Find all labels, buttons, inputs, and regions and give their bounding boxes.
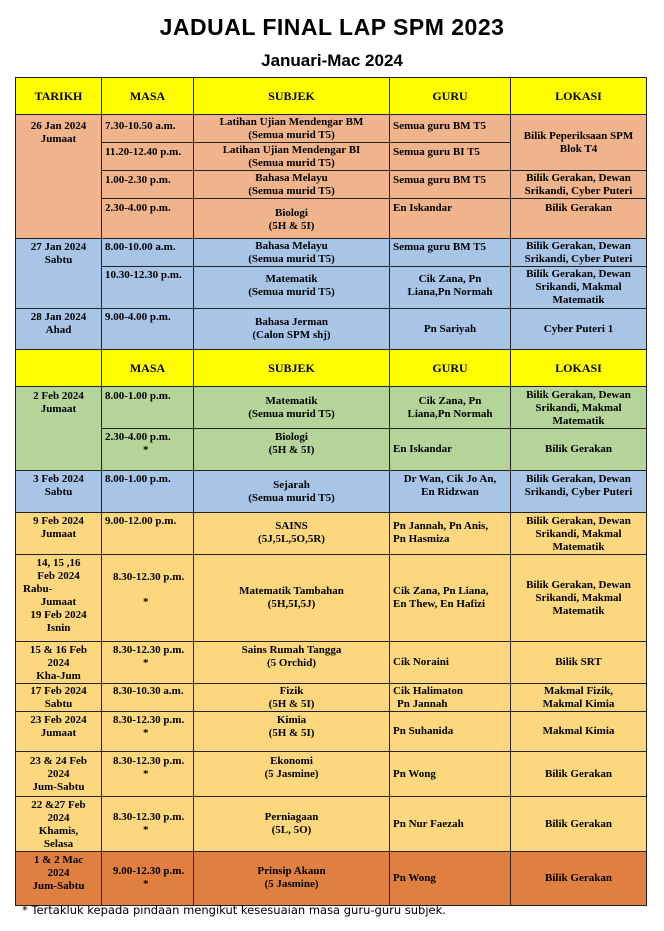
teacher-text: Pn Jannah bbox=[397, 698, 448, 710]
document-title: JADUAL FINAL LAP SPM 2023 bbox=[159, 14, 505, 40]
time-text: 8.30-12.30 p.m. bbox=[113, 644, 185, 656]
subject-cell bbox=[194, 171, 390, 199]
date-line: Feb 2024 bbox=[37, 570, 80, 582]
day-line: Jumaat bbox=[40, 727, 77, 739]
location-cell bbox=[511, 115, 647, 171]
location-cell bbox=[511, 387, 647, 429]
subject-cell bbox=[194, 199, 390, 239]
teacher-cell bbox=[390, 513, 511, 555]
table-row bbox=[16, 852, 647, 906]
location-text: Makmal Fizik, bbox=[543, 685, 614, 697]
location-cell bbox=[511, 852, 647, 906]
time-text: 11.20-12.40 p.m. bbox=[105, 146, 182, 158]
asterisk-mark: * bbox=[143, 444, 149, 456]
table-row bbox=[16, 267, 647, 309]
date-line: 1 & 2 Mac bbox=[33, 854, 84, 866]
location-cell bbox=[511, 239, 647, 267]
location-text: Srikandi, Makmal bbox=[535, 528, 622, 540]
time-text: 9.00-4.00 p.m. bbox=[105, 311, 171, 323]
location-text: Matematik bbox=[552, 541, 605, 553]
subject-name: Sejarah bbox=[273, 479, 310, 491]
location-text: Bilik Peperiksaan SPM bbox=[523, 129, 634, 142]
location-text: Bilik SRT bbox=[555, 656, 602, 668]
time-cell bbox=[102, 267, 194, 309]
subject-name: Kimia bbox=[276, 714, 307, 726]
time-cell bbox=[102, 309, 194, 350]
subject-group: (5 Orchid) bbox=[267, 657, 316, 669]
location-text: Cyber Puteri 1 bbox=[543, 322, 614, 335]
time-text: 8.30-12.30 p.m. bbox=[113, 714, 185, 726]
teacher-cell bbox=[390, 199, 511, 239]
subject-cell bbox=[194, 471, 390, 513]
subject-group: (Semua murid T5) bbox=[248, 253, 335, 265]
table-row bbox=[16, 797, 647, 852]
time-cell bbox=[102, 429, 194, 471]
subject-group: (Calon SPM shj) bbox=[252, 329, 331, 341]
subject-name: Latihan Ujian Mendengar BI bbox=[222, 144, 361, 156]
subject-name: Bahasa Melayu bbox=[255, 172, 328, 184]
teacher-cell bbox=[390, 115, 511, 143]
teacher-text: Pn Sariyah bbox=[423, 322, 477, 335]
subject-cell bbox=[194, 387, 390, 429]
location-cell bbox=[511, 642, 647, 684]
day-line: Jumaat bbox=[40, 403, 77, 415]
subject-group: (5 Jasmine) bbox=[264, 878, 319, 890]
date-line: 27 Jan 2024 bbox=[30, 241, 87, 253]
time-cell bbox=[102, 239, 194, 267]
time-text: 9.00-12.30 p.m. bbox=[113, 865, 185, 877]
day-line: Isnin bbox=[46, 622, 71, 634]
teacher-text: Semua guru BM T5 bbox=[393, 120, 487, 132]
subject-name: Perniagaan bbox=[264, 811, 319, 823]
location-cell bbox=[511, 752, 647, 797]
teacher-text: Cik Zana, Pn Liana, bbox=[393, 585, 489, 597]
day-line: Sabtu bbox=[44, 486, 73, 498]
date-line: 2024 bbox=[47, 812, 70, 824]
location-text: Bilik Gerakan, Dewan bbox=[526, 172, 631, 184]
asterisk-mark: * bbox=[143, 768, 149, 780]
header-lokasi: LOKASI bbox=[511, 350, 647, 387]
location-text: Bilik Gerakan, Dewan bbox=[526, 268, 631, 280]
teacher-text: Pn Hasmiza bbox=[393, 533, 450, 545]
teacher-text: Liana,Pn Normah bbox=[407, 408, 493, 420]
teacher-text: Semua guru BM T5 bbox=[393, 241, 487, 253]
location-text: Bilik Gerakan bbox=[545, 767, 612, 780]
location-text: Bilik Gerakan bbox=[545, 872, 612, 884]
date-line: 26 Jan 2024 bbox=[30, 120, 87, 132]
subject-cell bbox=[194, 642, 390, 684]
date-cell bbox=[16, 513, 102, 555]
teacher-cell bbox=[390, 712, 511, 752]
asterisk-mark: * bbox=[143, 596, 149, 608]
teacher-text: Cik Zana, Pn bbox=[418, 273, 482, 285]
time-cell bbox=[102, 752, 194, 797]
subject-group: (5H & 5I) bbox=[268, 220, 315, 232]
table-row bbox=[16, 309, 647, 350]
time-text: 2.30-4.00 p.m. bbox=[105, 202, 171, 214]
asterisk-mark: * bbox=[143, 657, 149, 669]
subject-cell bbox=[194, 752, 390, 797]
table-row bbox=[16, 555, 647, 642]
subject-group: (5H,5I,5J) bbox=[267, 598, 316, 610]
teacher-cell bbox=[390, 471, 511, 513]
subject-cell bbox=[194, 429, 390, 471]
date-line: 23 Feb 2024 bbox=[30, 714, 87, 726]
header-tarikh: TARIKH bbox=[16, 78, 102, 115]
day-line: Rabu- bbox=[23, 583, 53, 595]
teacher-text: Cik Halimaton bbox=[393, 685, 463, 697]
subject-cell bbox=[194, 555, 390, 642]
time-text: 8.00-1.00 p.m. bbox=[105, 390, 171, 402]
document-subtitle: Januari-Mac 2024 bbox=[261, 51, 403, 70]
location-text: Srikandi, Makmal bbox=[535, 591, 622, 604]
location-text: Bilik Gerakan, Dewan bbox=[526, 240, 631, 252]
table-row bbox=[16, 471, 647, 513]
date-line: 22 &27 Feb bbox=[31, 799, 86, 811]
table-row bbox=[16, 513, 647, 555]
header-subjek: SUBJEK bbox=[194, 78, 390, 115]
date-line: 14, 15 ,16 bbox=[36, 557, 81, 569]
day-line: Selasa bbox=[43, 838, 74, 850]
subject-name: Bahasa Jerman bbox=[254, 316, 329, 328]
teacher-text: Cik Noraini bbox=[393, 656, 449, 668]
subject-group: (Semua murid T5) bbox=[248, 157, 335, 169]
time-text: 9.00-12.00 p.m. bbox=[105, 515, 177, 527]
time-cell bbox=[102, 555, 194, 642]
subject-cell bbox=[194, 143, 390, 171]
date-line: 28 Jan 2024 bbox=[30, 311, 87, 323]
location-text: Bilik Gerakan, Dewan bbox=[526, 389, 631, 401]
table-row bbox=[16, 712, 647, 752]
location-text: Srikandi, Makmal bbox=[535, 402, 622, 414]
time-cell bbox=[102, 513, 194, 555]
location-text: Srikandi, Makmal bbox=[535, 281, 622, 293]
subject-group: (Semua murid T5) bbox=[248, 492, 335, 504]
schedule-table bbox=[15, 77, 647, 906]
time-cell bbox=[102, 797, 194, 852]
subject-group: (5H & 5I) bbox=[268, 698, 315, 710]
day-line: Jumaat bbox=[40, 133, 77, 145]
subject-cell bbox=[194, 115, 390, 143]
subject-name: Fizik bbox=[279, 685, 304, 697]
date-cell bbox=[16, 309, 102, 350]
location-text: Matematik bbox=[552, 604, 605, 617]
subject-cell bbox=[194, 309, 390, 350]
time-text: 8.30-10.30 a.m. bbox=[113, 685, 184, 697]
subject-name: Sains Rumah Tangga bbox=[241, 644, 342, 656]
table-row bbox=[16, 387, 647, 429]
teacher-cell bbox=[390, 429, 511, 471]
asterisk-mark: * bbox=[143, 824, 149, 836]
subject-name: Prinsip Akaun bbox=[257, 865, 326, 877]
date-line: 2024 bbox=[47, 657, 70, 669]
subject-name: Matematik bbox=[265, 395, 318, 407]
time-cell bbox=[102, 387, 194, 429]
time-cell bbox=[102, 143, 194, 171]
teacher-cell bbox=[390, 555, 511, 642]
location-text: Bilik Gerakan bbox=[545, 202, 612, 214]
location-cell bbox=[511, 471, 647, 513]
location-text: Blok T4 bbox=[559, 142, 598, 155]
teacher-text: En Iskandar bbox=[393, 202, 453, 214]
teacher-text: Pn Jannah, Pn Anis, bbox=[393, 520, 489, 532]
subject-group: (5 Jasmine) bbox=[264, 768, 319, 780]
subject-group: (5L, 5O) bbox=[271, 824, 312, 836]
subject-name: Bahasa Melayu bbox=[255, 240, 328, 252]
teacher-cell bbox=[390, 387, 511, 429]
time-cell bbox=[102, 642, 194, 684]
teacher-cell bbox=[390, 267, 511, 309]
location-text: Makmal Kimia bbox=[542, 725, 615, 737]
time-text: 8.00-1.00 p.m. bbox=[105, 473, 171, 485]
day-line: Jum-Sabtu bbox=[32, 781, 85, 793]
time-cell bbox=[102, 171, 194, 199]
day-line: Kha-Jum bbox=[36, 670, 81, 682]
asterisk-mark: * bbox=[143, 878, 149, 890]
table-row bbox=[16, 239, 647, 267]
table-row bbox=[16, 642, 647, 684]
header-lokasi: LOKASI bbox=[511, 78, 647, 115]
day-line: Jumaat bbox=[40, 596, 77, 608]
location-text: Matematik bbox=[552, 294, 605, 306]
location-cell bbox=[511, 684, 647, 712]
location-text: Srikandi, Cyber Puteri bbox=[524, 486, 633, 498]
subject-group: (5H & 5I) bbox=[268, 444, 315, 456]
date-cell bbox=[16, 555, 102, 642]
location-cell bbox=[511, 171, 647, 199]
subject-group: (5J,5L,5O,5R) bbox=[258, 533, 325, 545]
time-cell bbox=[102, 852, 194, 906]
subject-group: (5H & 5I) bbox=[268, 727, 315, 739]
subject-group: (Semua murid T5) bbox=[248, 286, 335, 298]
date-cell bbox=[16, 797, 102, 852]
location-cell bbox=[511, 429, 647, 471]
date-cell bbox=[16, 752, 102, 797]
table-row bbox=[16, 429, 647, 471]
teacher-cell bbox=[390, 642, 511, 684]
subject-name: Ekonomi bbox=[270, 755, 313, 767]
subject-name: Latihan Ujian Mendengar BM bbox=[219, 116, 364, 128]
teacher-text: Dr Wan, Cik Jo An, bbox=[403, 473, 497, 485]
table-header-row bbox=[16, 350, 647, 387]
day-line: Sabtu bbox=[44, 698, 73, 710]
subject-name: Biologi bbox=[274, 207, 308, 219]
time-cell bbox=[102, 199, 194, 239]
teacher-text: Pn Wong bbox=[393, 872, 436, 884]
time-text: 7.30-10.50 a.m. bbox=[105, 120, 176, 132]
teacher-cell bbox=[390, 171, 511, 199]
header-guru: GURU bbox=[390, 78, 511, 115]
footnote: * Tertakluk kepada pindaan mengikut kesesuaian masa guru-guru subjek. bbox=[22, 903, 446, 917]
teacher-text: En Thew, En Hafizi bbox=[393, 598, 486, 610]
location-cell bbox=[511, 712, 647, 752]
time-cell bbox=[102, 115, 194, 143]
header-masa: MASA bbox=[102, 78, 194, 115]
location-cell bbox=[511, 199, 647, 239]
subject-group: (Semua murid T5) bbox=[248, 129, 335, 141]
time-cell bbox=[102, 684, 194, 712]
time-cell bbox=[102, 712, 194, 752]
teacher-cell bbox=[390, 143, 511, 171]
subject-cell bbox=[194, 513, 390, 555]
teacher-text: Semua guru BM T5 bbox=[393, 174, 487, 186]
date-cell bbox=[16, 115, 102, 239]
date-line: 23 & 24 Feb bbox=[29, 755, 88, 767]
time-text: 8.30-12.30 p.m. bbox=[113, 811, 185, 823]
time-text: 8.30-12.30 p.m. bbox=[113, 755, 185, 767]
day-line: Khamis, bbox=[38, 825, 79, 837]
table-row bbox=[16, 684, 647, 712]
subject-cell bbox=[194, 684, 390, 712]
table-row bbox=[16, 199, 647, 239]
date-line: 2 Feb 2024 bbox=[33, 390, 84, 402]
day-line: Ahad bbox=[45, 324, 72, 336]
date-cell bbox=[16, 712, 102, 752]
teacher-text: Pn Nur Faezah bbox=[393, 817, 464, 830]
date-cell bbox=[16, 684, 102, 712]
teacher-cell bbox=[390, 752, 511, 797]
table-header-row bbox=[16, 78, 647, 115]
location-text: Bilik Gerakan, Dewan bbox=[526, 515, 631, 527]
date-line: 3 Feb 2024 bbox=[33, 473, 84, 485]
location-text: Makmal Kimia bbox=[542, 698, 615, 710]
header-masa: MASA bbox=[102, 350, 194, 387]
subject-cell bbox=[194, 852, 390, 906]
teacher-cell bbox=[390, 797, 511, 852]
location-cell bbox=[511, 309, 647, 350]
teacher-text: Cik Zana, Pn bbox=[418, 395, 482, 407]
location-cell bbox=[511, 555, 647, 642]
date-line: 15 & 16 Feb bbox=[29, 644, 88, 656]
location-cell bbox=[511, 797, 647, 852]
location-cell bbox=[511, 513, 647, 555]
subject-cell bbox=[194, 239, 390, 267]
subject-cell bbox=[194, 267, 390, 309]
header-guru: GURU bbox=[390, 350, 511, 387]
teacher-text: Semua guru BI T5 bbox=[393, 146, 480, 158]
day-line: Jum-Sabtu bbox=[32, 880, 85, 892]
location-text: Bilik Gerakan bbox=[545, 817, 612, 830]
subject-name: Biologi bbox=[274, 431, 308, 443]
location-cell bbox=[511, 267, 647, 309]
location-text: Srikandi, Cyber Puteri bbox=[524, 253, 633, 265]
location-text: Bilik Gerakan, Dewan bbox=[526, 473, 631, 485]
teacher-cell bbox=[390, 309, 511, 350]
asterisk-mark: * bbox=[143, 727, 149, 739]
teacher-text: Pn Suhanida bbox=[393, 725, 454, 737]
subject-cell bbox=[194, 797, 390, 852]
time-text: 8.30-12.30 p.m. bbox=[113, 571, 185, 583]
teacher-text: En Iskandar bbox=[393, 443, 453, 455]
day-line: Sabtu bbox=[44, 254, 73, 266]
location-text: Matematik bbox=[552, 415, 605, 427]
table-row bbox=[16, 171, 647, 199]
teacher-text: Pn Wong bbox=[393, 767, 436, 780]
teacher-cell bbox=[390, 852, 511, 906]
time-text: 2.30-4.00 p.m. bbox=[105, 431, 171, 443]
header-blank bbox=[16, 350, 102, 387]
time-text: 10.30-12.30 p.m. bbox=[105, 269, 182, 281]
date-cell bbox=[16, 239, 102, 309]
teacher-cell bbox=[390, 684, 511, 712]
date-cell bbox=[16, 642, 102, 684]
subject-group: (Semua murid T5) bbox=[248, 185, 335, 197]
date-line: 2024 bbox=[47, 768, 70, 780]
date-line: 17 Feb 2024 bbox=[30, 685, 87, 697]
subject-cell bbox=[194, 712, 390, 752]
teacher-cell bbox=[390, 239, 511, 267]
day-line: Jumaat bbox=[40, 528, 77, 540]
subject-group: (Semua murid T5) bbox=[248, 408, 335, 420]
table-row bbox=[16, 115, 647, 143]
time-text: 8.00-10.00 a.m. bbox=[105, 241, 176, 253]
date-cell bbox=[16, 471, 102, 513]
time-cell bbox=[102, 471, 194, 513]
date-line: 2024 bbox=[47, 867, 70, 879]
header-subjek: SUBJEK bbox=[194, 350, 390, 387]
subject-name: SAINS bbox=[275, 520, 308, 532]
location-text: Bilik Gerakan, Dewan bbox=[526, 578, 631, 591]
subject-name: Matematik bbox=[265, 273, 318, 285]
location-text: Srikandi, Cyber Puteri bbox=[524, 185, 633, 197]
teacher-text: Liana,Pn Normah bbox=[407, 286, 493, 298]
date-cell bbox=[16, 852, 102, 906]
location-text: Bilik Gerakan bbox=[545, 443, 612, 455]
subject-name: Matematik Tambahan bbox=[239, 585, 344, 597]
date-line: 19 Feb 2024 bbox=[30, 609, 87, 621]
table-row bbox=[16, 752, 647, 797]
date-line: 9 Feb 2024 bbox=[33, 515, 84, 527]
date-cell bbox=[16, 387, 102, 471]
teacher-text: En Ridzwan bbox=[421, 486, 479, 498]
time-text: 1.00-2.30 p.m. bbox=[105, 174, 171, 186]
